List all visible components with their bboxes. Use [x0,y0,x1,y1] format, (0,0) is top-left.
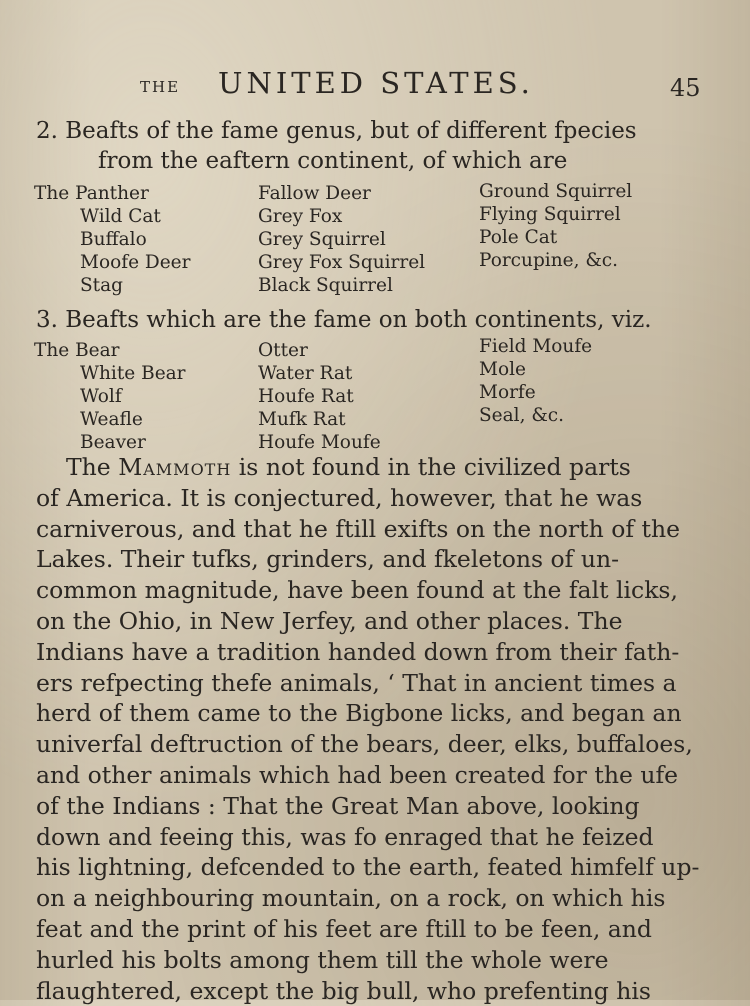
section-2-heading-line-1: 2. Beafts of the fame genus, but of different fpecies [36,118,637,144]
list-item: Grey Squirrel [258,229,386,250]
text-line: univerfal deftruction of the bears, deer, elks, buffaloes, [36,730,693,759]
list-item: Buffalo [80,229,147,250]
text-line: herd of them came to the Bigbone licks, and began an [36,699,682,728]
text-fragment: is not found in the civilized parts [231,453,631,481]
section-2-heading-line-2: from the eaftern continent, of which are [98,148,568,174]
section-2-column-2 [258,182,425,297]
section-3-column-3 [479,335,592,427]
list-item: Houfe Rat [258,386,354,407]
text-line: Lakes. Their tufks, grinders, and fkeletons of un- [36,545,620,574]
section-3-column-1 [34,339,186,454]
list-item: The Bear [34,340,120,361]
text-line: on the Ohio, in New Jerfey, and other places. The [36,606,623,635]
section-3-heading-line: 3. Beafts which are the fame on both continents, viz. [36,307,652,333]
running-head [0,66,750,106]
list-item: White Bear [80,363,186,384]
list-item: Grey Fox [258,206,343,227]
text-line: of America. It is conjectured, however, that he was [36,483,643,512]
list-item: Field Moufe [479,336,593,357]
list-item: Beaver [80,432,146,453]
section-3-column-2 [258,339,381,454]
list-item: Porcupine, &c. [479,250,619,271]
text-line [36,452,726,483]
list-item: Seal, &c. [479,405,565,426]
list-item: Wild Cat [80,206,161,227]
running-head-title: UNITED STATES. [218,66,534,100]
text-fragment: The [66,453,119,481]
list-item: Pole Cat [479,227,558,248]
text-line: his lightning, defcended to the earth, feated himfelf up- [36,853,700,882]
list-item: Morfe [479,382,536,403]
text-line: flaughtered, except the big bull, who prefenting his [36,976,651,1005]
list-item: Grey Fox Squirrel [258,252,426,273]
list-item: Water Rat [258,363,353,384]
text-line: on a neighbouring mountain, on a rock, on which his [36,884,666,913]
text-line: of the Indians : That the Great Man above, looking [36,791,640,820]
text-line: down and feeing this, was fo enraged that he feized [36,822,654,851]
list-item: The Panther [34,183,149,204]
list-item: Fallow Deer [258,183,371,204]
text-line: Indians have a tradition handed down from their fath- [36,637,680,666]
list-item: Otter [258,340,308,361]
text-line: common magnitude, have been found at the falt licks, [36,576,678,605]
list-item: Mufk Rat [258,409,346,430]
list-item: Mole [479,359,526,380]
page-number: 45 [670,74,701,102]
list-item: Black Squirrel [258,275,393,296]
mammoth-term: Mammoth [118,453,232,481]
list-item: Weafle [80,409,143,430]
section-2-heading [36,116,637,176]
running-head-the: THE [140,78,181,96]
list-item: Houfe Moufe [258,432,381,453]
text-line: ers refpecting thefe animals, ‘ That in ancient times a [36,668,677,697]
text-line: hurled his bolts among them till the whole were [36,945,609,974]
list-item: Wolf [80,386,122,407]
list-item: Ground Squirrel [479,181,633,202]
body-paragraph [36,452,726,1006]
text-line: and other animals which had been created for the ufe [36,760,679,789]
list-item: Flying Squirrel [479,204,621,225]
section-2-column-1 [34,182,190,297]
text-line: feat and the print of his feet are ftill to be feen, and [36,914,652,943]
text-line: carniverous, and that he ftill exifts on the north of the [36,514,681,543]
list-item: Moofe Deer [80,252,191,273]
section-2-column-3 [479,180,632,272]
section-3-heading [36,305,652,335]
list-item: Stag [80,275,123,296]
